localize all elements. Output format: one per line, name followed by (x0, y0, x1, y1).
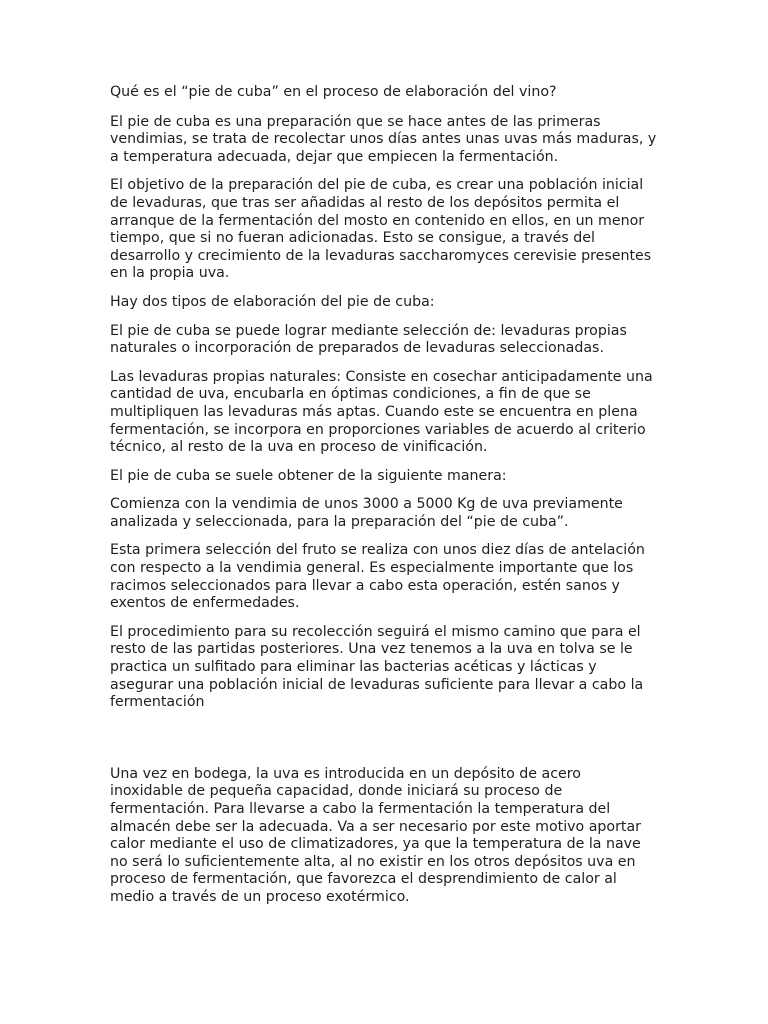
document-title: Qué es el “pie de cuba” en el proceso de elaboración del vino? (110, 84, 557, 100)
paragraph-selection: El pie de cuba se puede lograr mediante selección de: levaduras propias naturales o incorporación de preparados de levaduras seleccionadas. (110, 322, 627, 357)
paragraph-collection-procedure: El procedimiento para su recolección seguirá el mismo camino que para el resto de las partidas posteriores. Una vez tenemos a la uva en tolva se le practica un sulfitado para eliminar las bacterias acéticas y lácticas y asegurar una población inicial de levaduras suficiente para llevar a cabo la fermentación (110, 623, 644, 711)
paragraph-fruit-selection: Esta primera selección del fruto se realiza con unos diez días de antelación con respecto a la vendimia general. Es especialmente importante que los racimos seleccionados para llevar a cabo esta operación, estén sanos y exentos de enfermedades. (110, 542, 645, 612)
paragraph-types-intro: Hay dos tipos de elaboración del pie de cuba: (110, 293, 435, 310)
paragraph-natural-yeasts: Las levaduras propias naturales: Consiste en cosechar anticipadamente una cantidad de uva, encubarla en óptimas condiciones, a fin de que se multipliquen las levaduras más aptas. Cuando este se encuentra en plena fermentación, se incorpora en proporciones variables de acuerdo al criterio técnico, al resto de la uva en proceso de vinificación. (110, 368, 653, 456)
paragraph-objective: El objetivo de la preparación del pie de cuba, es crear una población inicial de levaduras, que tras ser añadidas al resto de los depósitos permita el arranque de la fermentación del mosto en contenido en ellos, en un menor tiempo, que si no fueran adicionadas. Esto se consigue, a través del desarrollo y crecimiento de la levaduras saccharomyces cerevisie presentes en la propia uva. (110, 177, 652, 282)
paragraph-method-intro: El pie de cuba se suele obtener de la siguiente manera: (110, 467, 507, 484)
paragraph-harvest-start: Comienza con la vendimia de unos 3000 a 5000 Kg de uva previamente analizada y seleccionada, para la preparación del “pie de cuba”. (110, 496, 623, 530)
document-body (110, 84, 660, 918)
paragraph-winery-fermentation: Una vez en bodega, la uva es introducida en un depósito de acero inoxidable de pequeña capacidad, donde iniciará su proceso de fermentación. Para llevarse a cabo la fermentación la temperatura del almacén debe ser la adecuada. Va a ser necesario por este motivo aportar calor mediante el uso de climatizadores, ya que la temperatura de la nave no será lo suficientemente alta, al no existir en los otros depósitos uva en proceso de fermentación, que favorezca el desprendimiento de calor al medio a través de un proceso exotérmico. (110, 765, 642, 905)
paragraph-definition: El pie de cuba es una preparación que se hace antes de las primeras vendimias, se trata de recolectar unos días antes unas uvas más maduras, y a temperatura adecuada, dejar que empiecen la fermentación. (110, 113, 657, 165)
